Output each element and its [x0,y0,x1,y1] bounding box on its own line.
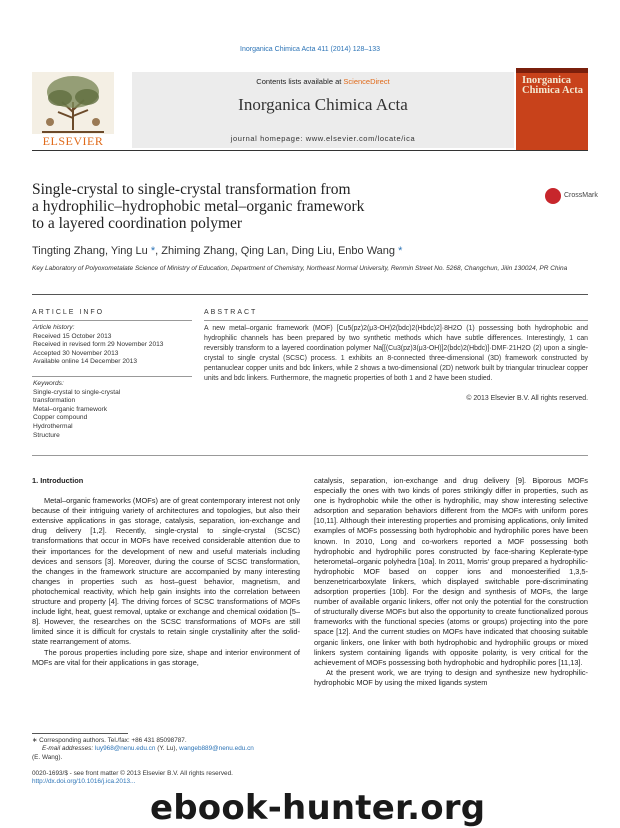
homepage-link[interactable]: www.elsevier.com/locate/ica [305,134,416,143]
author-group-1: Tingting Zhang, Ying Lu [32,245,148,257]
journal-homepage [132,134,514,143]
title-line3: to a layered coordination polymer [32,215,243,232]
left-body-column [32,476,300,668]
title-line1: Single-crystal to single-crystal transformation from [32,181,351,198]
abstract-text: A new metal–organic framework (MOF) [Cu5(pz)2(μ3-OH)2(bdc)2(Hbdc)2]·8H2O (1) possessing both hydrophobic and hydrophilic channels has been prepared by two synthetic methods which have subtle differences. Interestingly, 1 can reversibly transform to a layered coordination polymer Na[[(Cu3(pz)3(μ3-OH)]2(bdc)2(Hbdc)]·DMF·21H2O (2) upon a single-crystal to single crystal (SCSC) process. 1 exhibits an 8-connected three-dimensional (3D) framework constructed by pentanuclear copper units and bdc linkers, while 2 shows a two-dimensional (2D) network built by triangular trinuclear copper units and bdc linkers. Furthermore, the magnetic properties of both 1 and 2 have been studied. [204,325,588,382]
keyword-item: Single-crystal to single-crystal [33,388,121,396]
section-heading-introduction: 1. Introduction [32,476,84,485]
contents-prefix: Contents lists available at [256,77,344,86]
abstract-heading: ABSTRACT [204,309,258,316]
doi-link[interactable]: http://dx.doi.org/10.1016/j.ica.2013... [32,778,136,786]
divider [32,294,588,295]
email-link[interactable]: luy968@nenu.edu.cn [94,745,156,753]
article-info-heading: ARTICLE INFO [32,309,105,316]
author-group-2: , Zhiming Zhang, Qing Lan, Ding Liu, Enbo Wang [155,245,396,257]
keywords-label: Keywords: [33,380,64,387]
body-paragraph: catalysis, separation, ion-exchange and drug delivery [9]. Biporous MOFs especially the ones with two kinds of pores strikingly differ in properties, such as one is hydrophobic while the other is hydrophilic, may show interesting selective adsorption and separation behaviors different from the MOFs with uniform pores [10,11]. Although their interesting properties and promising applications, only limited examples of MOFs possessing both hydrophobic and hydrophilic pores have been known. In 2010, Long and co-workers reported a MOF possessing both hydrophobic and hydrophilic pores constructed by face-sharing Keplerate-type heterometal–organic polyhedra [10a]. In 2011, Morris' group prepared a hydrophilic-hydrophobic MOF based on copper ions and monoesterified 1,3,5-benzenetricarboxylate linkers, which displayed switchable pore-discriminating adsorption properties [10b]. For the design and synthesis of MOFs, the large number of available organic linkers, offer not only the potential for the construction of structurally diverse MOFs but also the opportunity to create functionalized porous frameworks with the functional species (atoms or groups) projecting into the pore space [12]. And the current studies on MOFs have indicated that choosing suitable organic linkers, one linker with both hydrophobic and hydrophilic groups or mixed linkers system containing ligands with opposite polarity, is very critical for the achievement of MOFs possessing both hydrophobic and hydrophilic pores [11,13]. [314,476,588,667]
cover-title [522,76,584,96]
abstract-copyright: © 2013 Elsevier B.V. All rights reserved. [466,395,588,402]
crossmark-icon [545,188,561,204]
email-link[interactable]: wangeb889@nenu.edu.cn [179,745,254,753]
corresponding-marker[interactable]: * [395,245,403,257]
cover-strip [516,68,588,73]
homepage-prefix: journal homepage: [230,134,306,143]
issn-line: 0020-1693/$ - see front matter © 2013 Elsevier B.V. All rights reserved. [32,770,233,777]
footnote-divider [32,733,128,734]
keyword-item: Hydrothermal [33,422,73,430]
email-owner: (Y. Lu), [155,745,180,753]
keyword-item: Copper compound [33,414,88,422]
email-owner: (E. Wang). [32,753,63,761]
divider [204,320,588,321]
contents-line [132,77,514,86]
history-item: Accepted 30 November 2013 [33,349,119,357]
journal-cover-image [516,68,588,150]
keyword-item: Metal–organic framework [33,405,108,413]
author-list [32,245,588,257]
divider [32,320,192,321]
history-label: Article history: [33,324,75,331]
keyword-item: Structure [33,431,60,439]
affiliation: Key Laboratory of Polyoxometalate Science of Ministry of Education, Department of Chemistry, Northeast Normal University, Renmin Street No. 5268, Changchun, Jilin 130024, PR China [32,265,568,272]
corresponding-note: ∗ Corresponding authors. Tel./fax: +86 431 85098787. [32,737,187,744]
page-footer [32,770,332,787]
journal-title: Inorganica Chimica Acta [238,95,408,114]
footnote [32,737,300,762]
cover-title-line1: Inorganica [522,75,572,86]
watermark: ebook-hunter.org [150,788,486,828]
journal-citation[interactable]: Inorganica Chimica Acta 411 (2014) 128–133 [240,46,380,53]
body-paragraph: At the present work, we are trying to design and synthesize new hydrophilic-hydrophobic MOF by using the mixed ligands system [314,667,588,687]
corresponding-marker[interactable]: * [147,245,156,257]
history-item: Received in revised form 29 November 2013 [33,341,164,349]
elsevier-wordmark: ELSEVIER [42,134,104,148]
cover-title-line2: Chimica Acta [522,85,583,96]
banner-divider [32,150,588,151]
email-label: E-mail addresses: [42,745,95,753]
crossmark-label: CrossMark [564,192,598,199]
crossmark-badge[interactable] [545,188,598,208]
right-body-column [314,476,588,688]
history-item: Received 15 October 2013 [33,332,112,340]
history-item: Available online 14 December 2013 [33,358,137,366]
article-title [32,181,502,232]
body-paragraph: The porous properties including pore size, shape and interior environment of MOFs are vital for their applications in gas storage, [32,647,300,667]
divider [32,455,588,456]
article-history [33,324,193,367]
body-paragraph: Metal–organic frameworks (MOFs) are of great contemporary interest not only because of their intriguing variety of architectures and topologies, but also their extensive applications in gas storage, catalysis, separation, ion-exchange and drug delivery [1,2]. Recently, single-crystal to single-crystal (SCSC) transformations that occur in MOFs have received considerable attention due to their importances for the development of new and useful materials including devices and sensors [3]. Moreover, during the course of SCSC transformation, the changes in the framework structure are accompanied by many interesting changes in properties such as host–guest behavior, magnetism, and photochemical reactivity, which help gain insights into the correlation between structure and property [4]. The driving forces of SCSC transformations of MOFs include light, heat, guest removal, uptake or exchange and chemical oxidation [5–8]. However, the researches on the SCSC transformations of MOFs are still limited since it is difficult for crystals to retain single crystallinity after the solid-state rearrangement of atoms. [32,496,300,647]
keyword-item: transformation [33,397,76,405]
title-line2: a hydrophilic–hydrophobic metal–organic framework [32,198,365,215]
keywords [33,380,193,440]
sciencedirect-link[interactable]: ScienceDirect [343,77,390,86]
divider [32,376,192,377]
